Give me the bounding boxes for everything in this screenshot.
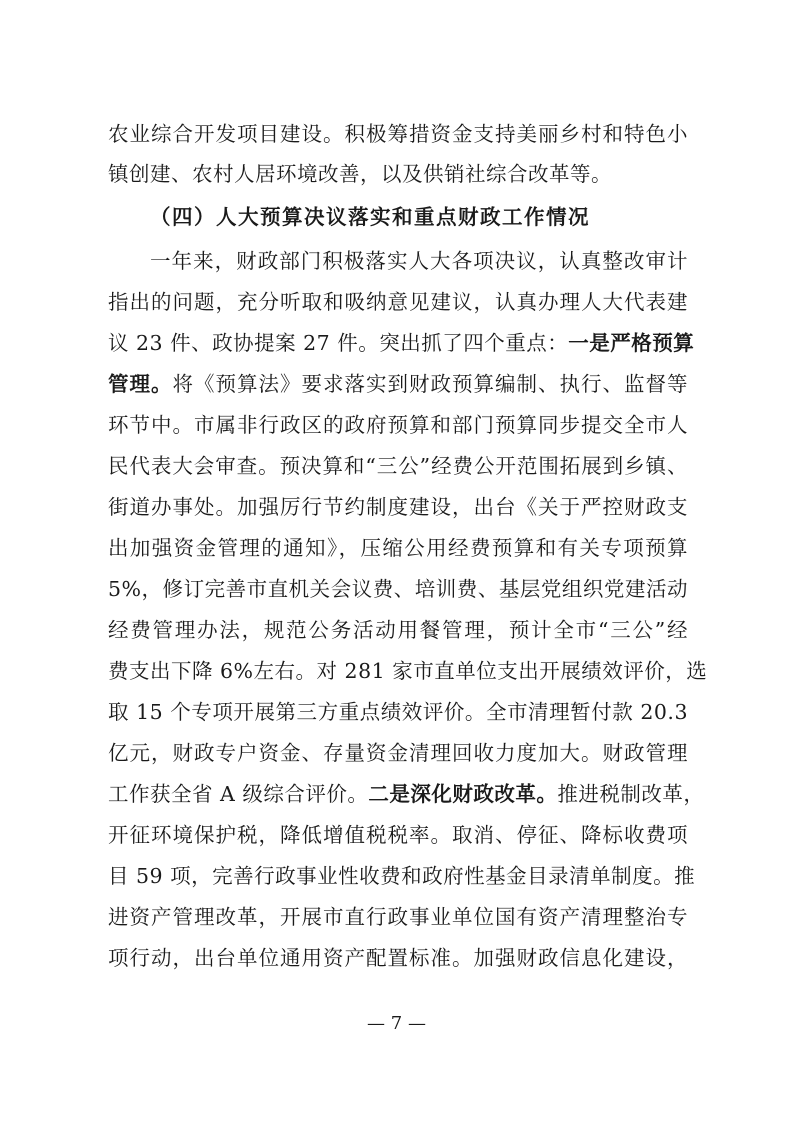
paragraph-line [150, 244, 688, 278]
body-text: 取 15 个专项开展第三方重点绩效评价。全市清理暂付款 20.3 [108, 700, 688, 724]
body-text: 议 23 件、政协提案 27 件。突出抓了四个重点： [108, 331, 569, 355]
paragraph-line [108, 157, 688, 191]
paragraph-line [108, 285, 688, 319]
bold-text: 管理。 [108, 372, 173, 396]
section-heading: （四）人大预算决议落实和重点财政工作情况 [150, 205, 590, 229]
paragraph-line [108, 654, 708, 688]
body-text: 环节中。市属非行政区的政府预算和部门预算同步提交全市人 [108, 413, 688, 437]
body-text: 项行动，出台单位通用资产配置标准。加强财政信息化建设， [108, 946, 688, 970]
body-text: 进资产管理改革，开展市直行政事业单位国有资产清理整治专 [108, 905, 688, 929]
body-text: 街道办事处。加强厉行节约制度建设，出台《关于严控财政支 [108, 495, 688, 519]
paragraph-line [108, 408, 688, 442]
paragraph-line [108, 613, 688, 647]
body-text: 工作获全省 A 级综合评价。 [108, 782, 369, 806]
paragraph-line [108, 736, 688, 770]
body-text: 目 59 项，完善行政事业性收费和政府性基金目录清单制度。推 [108, 864, 696, 888]
body-text: 亿元，财政专户资金、存量资金清理回收力度加大。财政管理 [108, 741, 688, 765]
body-text: 费支出下降 6%左右。对 281 家市直单位支出开展绩效评价，选 [108, 659, 708, 683]
paragraph-line [108, 900, 688, 934]
bold-text: 二是深化财政改革。 [368, 782, 558, 806]
paragraph-line [108, 490, 688, 524]
body-text: 镇创建、农村人居环境改善，以及供销社综合改革等。 [108, 162, 612, 186]
body-text: 农业综合开发项目建设。积极筹措资金支持美丽乡村和特色小 [108, 122, 688, 146]
paragraph-line [108, 117, 688, 151]
paragraph-line [108, 695, 688, 729]
body-text: 出加强资金管理的通知》，压缩公用经费预算和有关专项预算 [108, 536, 688, 560]
page-number: — 7 — [367, 1013, 426, 1034]
body-text: 民代表大会审查。预决算和“三公”经费公开范围拓展到乡镇、 [108, 454, 688, 478]
paragraph-line [108, 777, 705, 811]
paragraph-line [108, 818, 688, 852]
paragraph-line [108, 326, 695, 360]
paragraph-line [108, 449, 688, 483]
body-text: 将《预算法》要求落实到财政预算编制、执行、监督等 [172, 372, 688, 396]
body-text: 开征环境保护税，降低增值税税率。取消、停征、降标收费项 [108, 823, 688, 847]
paragraph-line [108, 572, 688, 606]
body-text: 指出的问题，充分听取和吸纳意见建议，认真办理人大代表建 [108, 290, 688, 314]
body-text: 推进税制改革， [557, 782, 705, 806]
paragraph-line [108, 367, 688, 401]
paragraph-line [108, 859, 696, 893]
paragraph-line [108, 531, 688, 565]
body-text: 经费管理办法，规范公务活动用餐管理，预计全市“三公”经 [108, 618, 688, 642]
paragraph-line [108, 941, 688, 975]
body-text: 一年来，财政部门积极落实人大各项决议，认真整改审计 [150, 249, 688, 273]
bold-text: 一是严格预算 [568, 331, 695, 355]
body-text: 5%，修订完善市直机关会议费、培训费、基层党组织党建活动 [108, 577, 688, 601]
